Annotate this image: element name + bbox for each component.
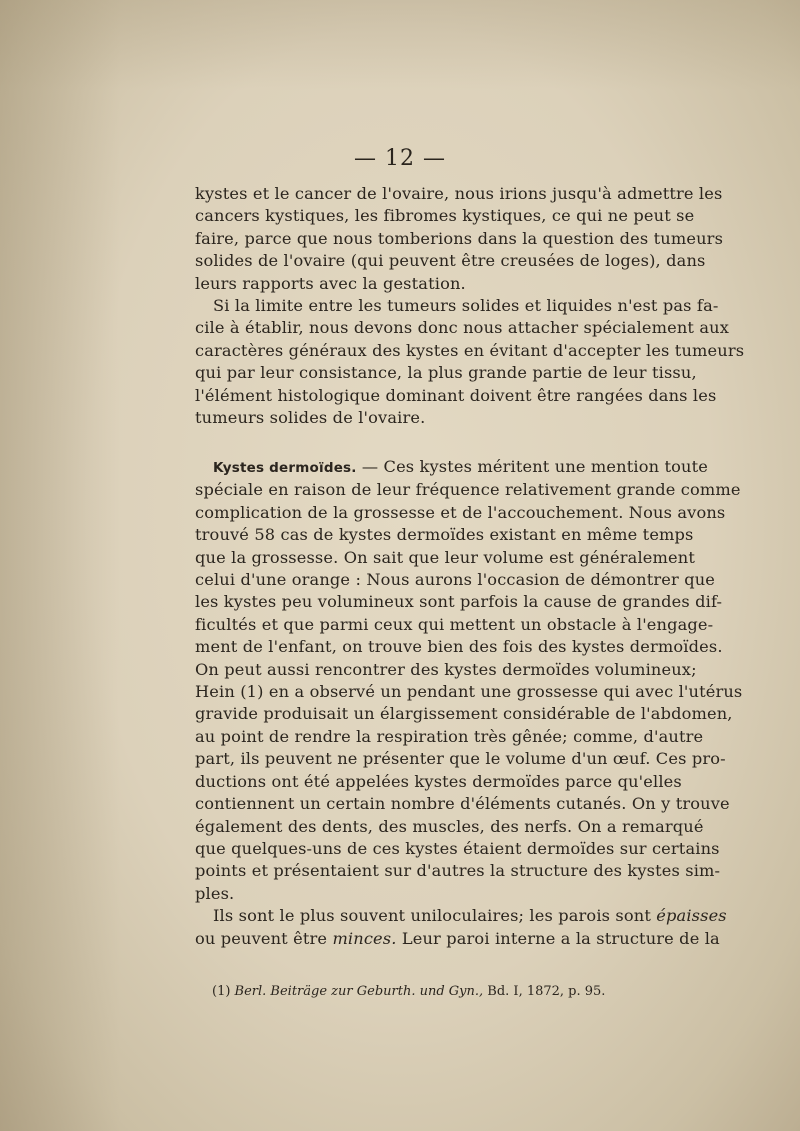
text-line: caractères généraux des kystes en évitant d'accepter les tumeurs: [195, 340, 745, 360]
italic-term: minces.: [332, 928, 397, 948]
text-line: cancers kystiques, les fibromes kystiques, ce qui ne peut se: [195, 206, 695, 226]
text-line: ficultés et que parmi ceux qui mettent un obstacle à l'engage-: [195, 614, 714, 634]
text-run: — Ces kystes méritent une mention toute: [356, 457, 709, 476]
text-line: tumeurs solides de l'ovaire.: [195, 408, 426, 428]
page-number: — 12 —: [354, 146, 446, 171]
text-line: également des dents, des muscles, des nerfs. On a remarqué: [195, 816, 704, 836]
text-block-top: [195, 183, 745, 429]
paragraph-continued: [195, 183, 724, 295]
text-line: contiennent un certain nombre d'éléments cutanés. On y trouve: [195, 794, 730, 814]
section-heading: Kystes dermoïdes.: [213, 460, 357, 476]
text-line: ductions ont été appelées kystes dermoïdes parce qu'elles: [195, 771, 682, 791]
text-line: Hein (1) en a observé un pendant une grossesse qui avec l'utérus: [195, 682, 743, 702]
text-line: [195, 928, 720, 950]
text-line: celui d'une orange : Nous aurons l'occasion de démontrer que: [195, 570, 716, 590]
text-line: trouvé 58 cas de kystes dermoïdes existant en même temps: [195, 525, 694, 545]
text-line: faire, parce que nous tomberions dans la question des tumeurs: [195, 228, 724, 248]
text-run: Leur paroi interne a la structure de la: [396, 928, 720, 948]
text-line: spéciale en raison de leur fréquence relativement grande comme: [195, 480, 741, 500]
text-line: complication de la grossesse et de l'accouchement. Nous avons: [195, 502, 726, 522]
paragraph-limits: [195, 295, 745, 429]
text-line: points et présentaient sur d'autres la structure des kystes sim-: [195, 861, 721, 881]
text-line: leurs rapports avec la gestation.: [195, 273, 466, 293]
text-line: [195, 456, 709, 479]
footnote-reference: Bd. I, 1872, p. 95.: [483, 984, 606, 999]
text-line: solides de l'ovaire (qui peuvent être creusées de loges), dans: [195, 251, 706, 271]
footnote-number: (1): [212, 984, 235, 999]
text-line: part, ils peuvent ne présenter que le volume d'un œuf. Ces pro-: [195, 749, 726, 769]
text-block-dermoid: [195, 456, 743, 950]
text-line: ment de l'enfant, on trouve bien des fois des kystes dermoïdes.: [195, 637, 723, 657]
text-line: Si la limite entre les tumeurs solides et liquides n'est pas fa-: [213, 296, 719, 316]
paragraph-unilocular: [195, 905, 727, 950]
text-line: l'élément histologique dominant doivent être rangées dans les: [195, 385, 717, 405]
text-line: que quelques-uns de ces kystes étaient dermoïdes sur certains: [195, 838, 720, 858]
text-line: ples.: [195, 883, 235, 903]
footnote: [212, 984, 605, 999]
page-shading-top: [0, 0, 800, 90]
text-line: gravide produisait un élargissement considérable de l'abdomen,: [195, 704, 733, 724]
text-run: Ils sont le plus souvent uniloculaires; les parois sont: [213, 906, 657, 926]
italic-term: épaisses: [656, 906, 727, 926]
text-line: au point de rendre la respiration très gênée; comme, d'autre: [195, 726, 704, 746]
text-line: qui par leur consistance, la plus grande partie de leur tissu,: [195, 363, 697, 383]
text-line: cile à établir, nous devons donc nous attacher spécialement aux: [195, 318, 730, 338]
text-line: les kystes peu volumineux sont parfois la cause de grandes dif-: [195, 592, 723, 612]
text-run: ou peuvent être: [195, 928, 333, 948]
footnote-source: Berl. Beiträge zur Geburth. und Gyn.,: [234, 984, 484, 999]
text-line: [195, 905, 727, 927]
text-line: que la grossesse. On sait que leur volume est généralement: [195, 547, 695, 567]
paragraph-dermoid-cysts: [195, 456, 743, 905]
text-line: On peut aussi rencontrer des kystes dermoïdes volumineux;: [195, 659, 697, 679]
text-line: kystes et le cancer de l'ovaire, nous irions jusqu'à admettre les: [195, 184, 723, 203]
